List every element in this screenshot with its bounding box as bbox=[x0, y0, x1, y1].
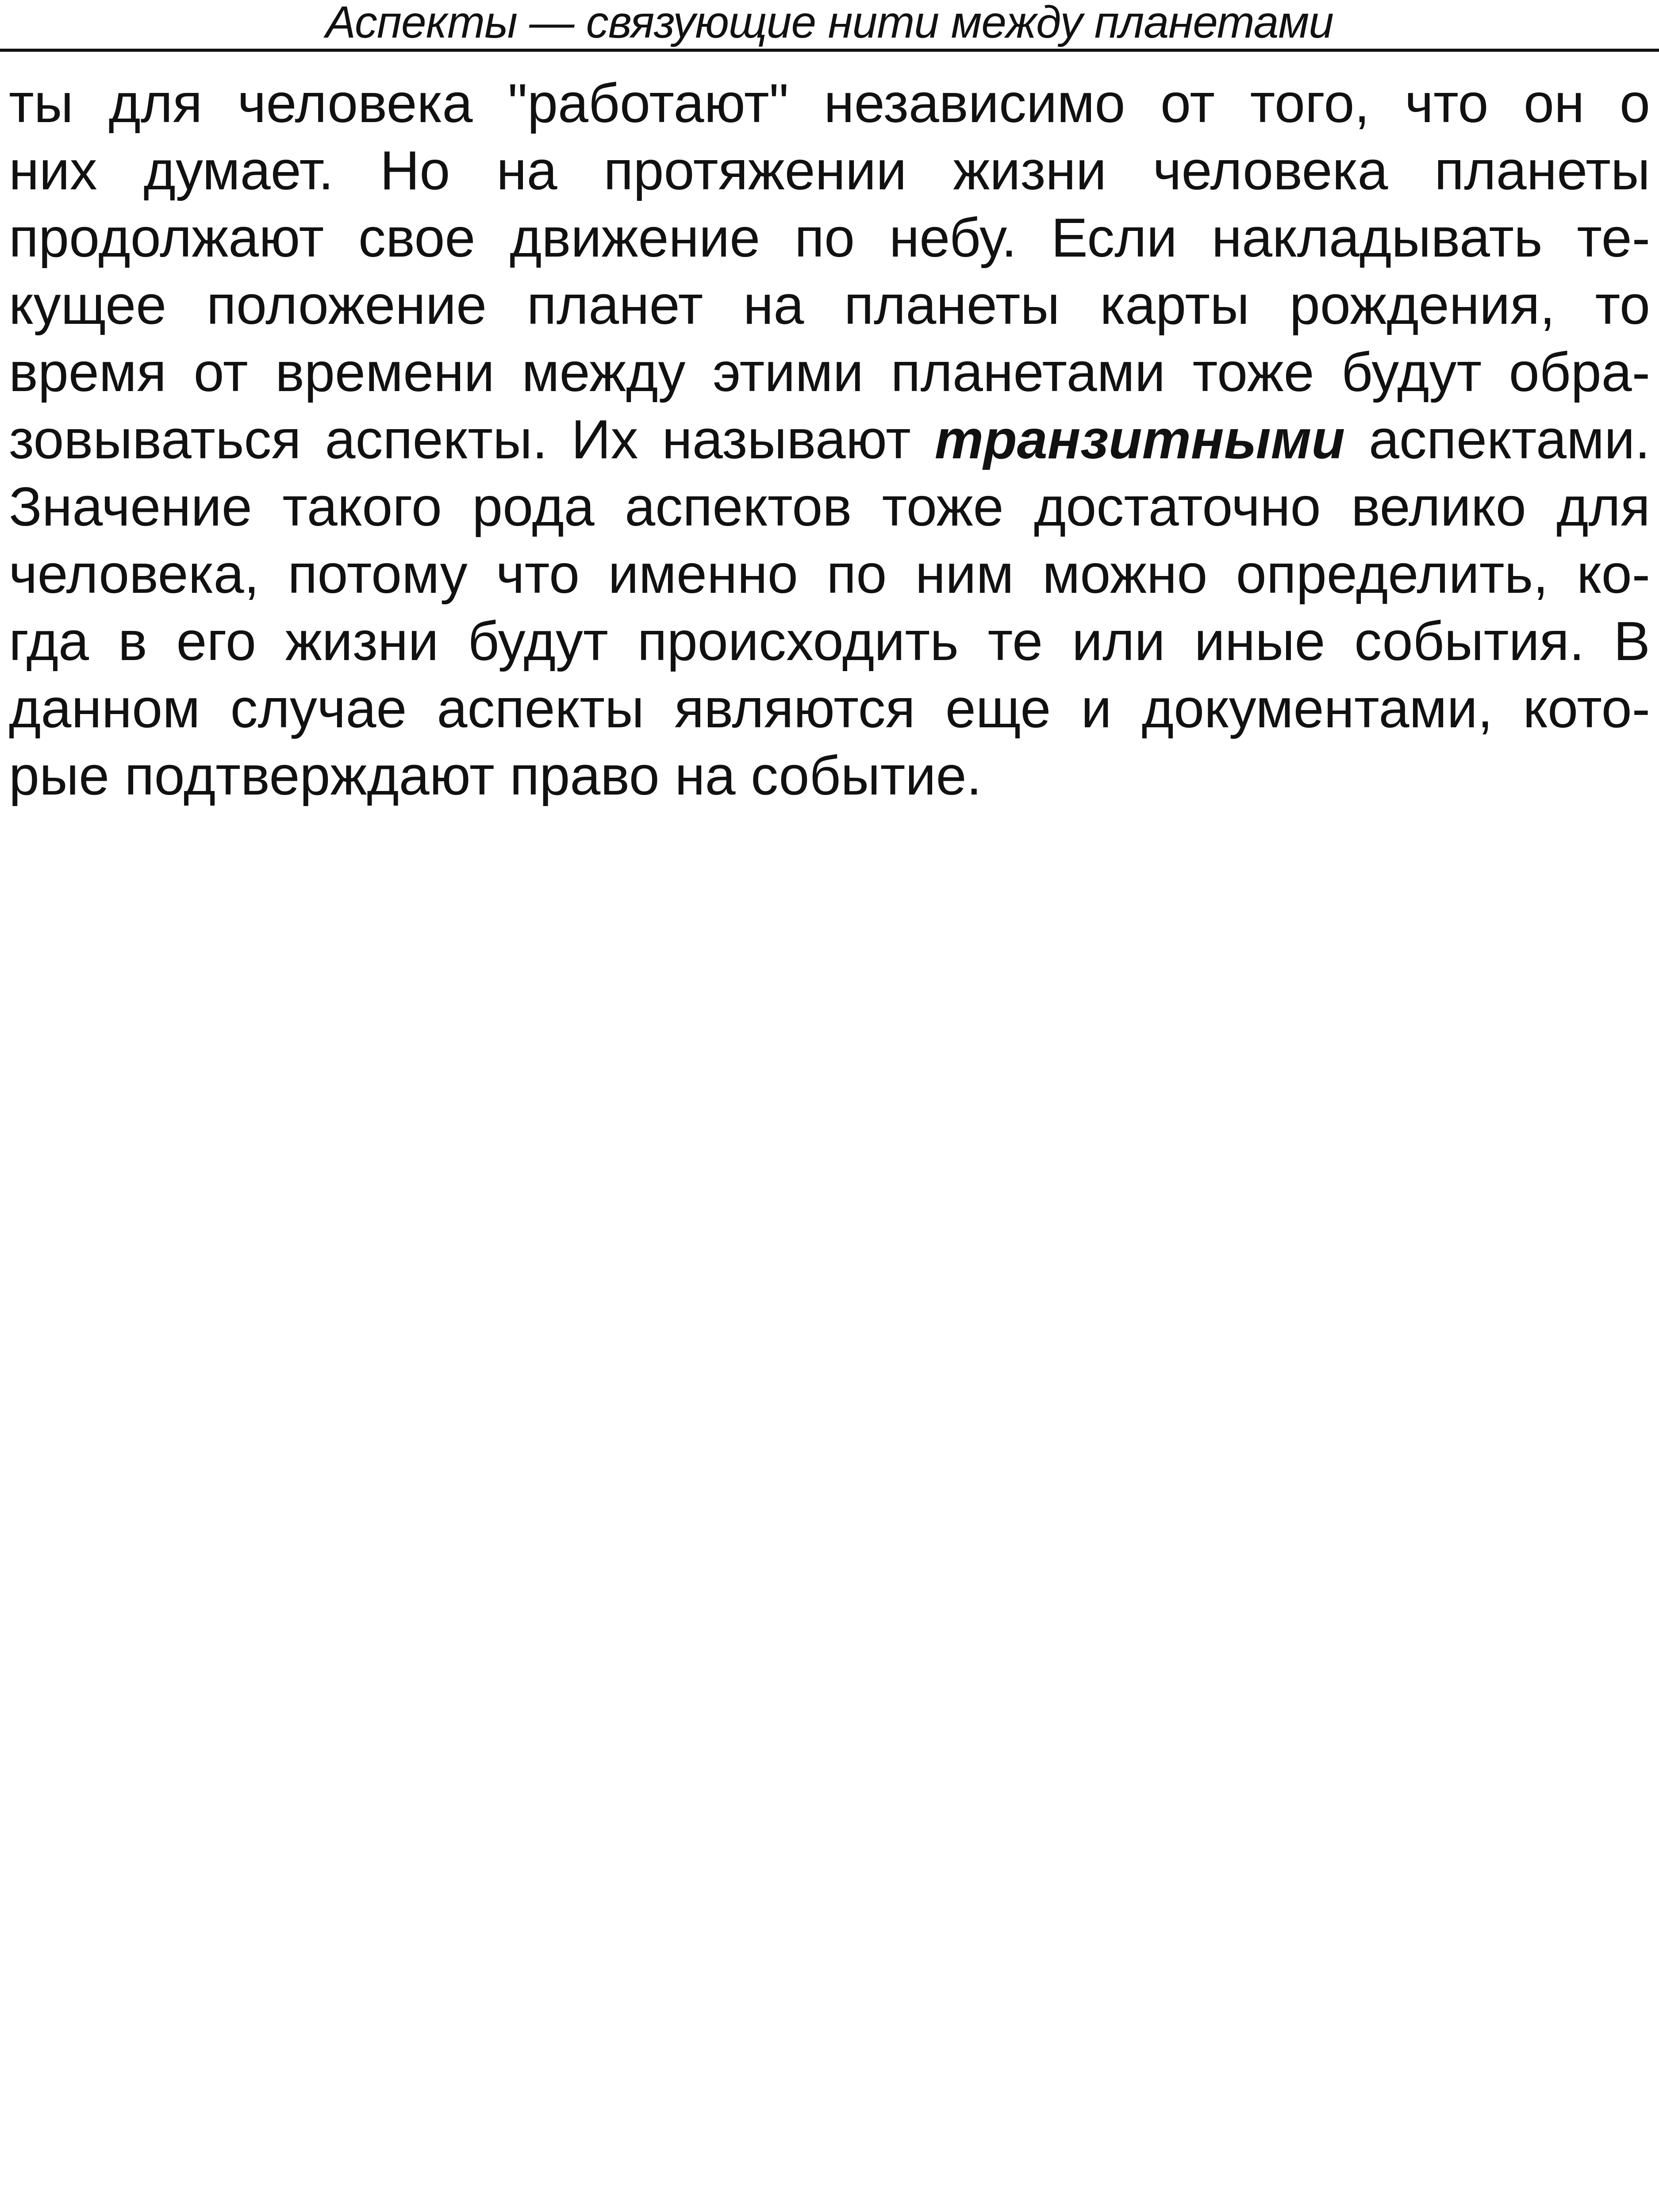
text-line: время от времени между этими планетами тоже будут обра- bbox=[9, 342, 1650, 403]
text-line-with-term bbox=[9, 406, 1650, 473]
text-line: ты для человека "работают" независимо от того, что он о bbox=[9, 73, 1650, 134]
emphasized-term: транзитными bbox=[934, 409, 1345, 470]
running-head-title: Аспекты — связующие нити между планетами bbox=[325, 0, 1333, 47]
text-line: гда в его жизни будут происходить те или иные события. В bbox=[9, 611, 1650, 672]
text-line-end: аспектами. bbox=[1345, 409, 1650, 470]
text-line: продолжают свое движение по небу. Если накладывать те- bbox=[9, 207, 1650, 269]
text-line: человека, потому что именно по ним можно определить, ко- bbox=[9, 544, 1650, 605]
body-paragraph bbox=[9, 70, 1650, 810]
header-divider bbox=[0, 49, 1659, 52]
text-line: них думает. Но на протяжении жизни человека планеты bbox=[9, 140, 1650, 201]
text-line: Значение такого рода аспектов тоже достаточно велико для bbox=[9, 476, 1650, 538]
text-line: данном случае аспекты являются еще и документами, кото- bbox=[9, 678, 1650, 739]
text-line-start: зовываться аспекты. Их называют bbox=[9, 409, 935, 470]
text-line: кущее положение планет на планеты карты рождения, то bbox=[9, 275, 1650, 336]
text-line-last: рые подтверждают право на событие. bbox=[9, 745, 982, 806]
